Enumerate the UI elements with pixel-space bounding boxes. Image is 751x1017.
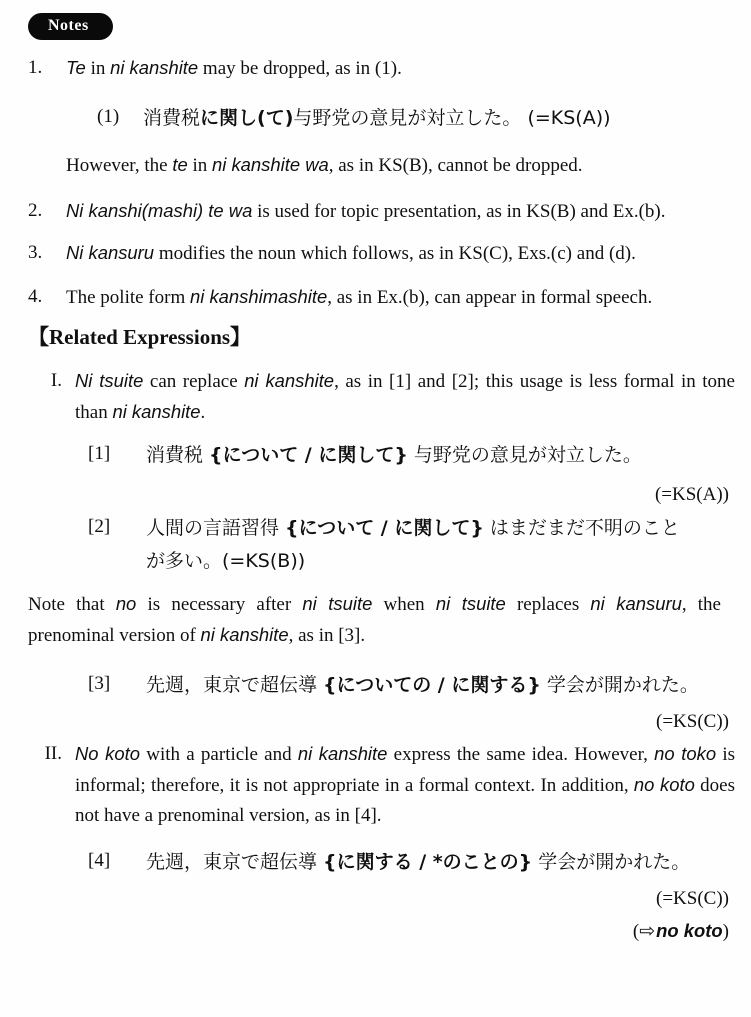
- example-label: [1]: [88, 443, 111, 464]
- note-number: 1.: [28, 57, 43, 78]
- note-item-2: [28, 196, 737, 227]
- note-number: 2.: [28, 200, 43, 221]
- related-expressions-heading: 【Related Expressions】: [28, 325, 252, 349]
- note-text: Ni kanshi(mashi) te wa is used for topic presentation, as in KS(B) and Ex.(b).: [66, 200, 666, 222]
- example-sentence-re-4: [88, 846, 737, 879]
- right-arrow-icon-reference: (⇨no koto): [632, 920, 729, 942]
- example-japanese-text: 消費税に関し(て)与野党の意見が対立した。 (=KS(A)): [143, 107, 611, 129]
- note-1-continuation: However, the te in ni kanshite wa, as in KS(B), cannot be dropped.: [66, 154, 583, 176]
- example-label: [3]: [88, 673, 111, 694]
- example-japanese-text: 先週，東京で超伝導 {に関する / *のことの} 学会が開かれた。: [146, 851, 691, 873]
- related-item-numeral: I.: [50, 370, 62, 391]
- ks-reference: (=KS(A)): [654, 484, 729, 505]
- ks-reference: (=KS(C)): [656, 888, 729, 909]
- example-sentence-re-3: [88, 669, 737, 702]
- related-item-II: [28, 739, 737, 831]
- example-sentence-re-2: [88, 512, 737, 578]
- note-text: Te in ni kanshite may be dropped, as in (1).: [66, 57, 402, 79]
- related-item-I: [28, 366, 737, 428]
- notes-badge: Notes: [28, 13, 113, 40]
- example-sentence-1: [97, 102, 737, 135]
- note-text: Ni kansuru modifies the noun which follows, as in KS(C), Exs.(c) and (d).: [66, 242, 636, 264]
- note-item-1: [28, 53, 737, 84]
- note-number: 4.: [28, 286, 43, 307]
- ks-reference: (=KS(C)): [656, 711, 729, 732]
- note-number: 3.: [28, 242, 43, 263]
- example-sentence-re-1: [88, 439, 737, 472]
- example-line-2: が多い。(=KS(B)): [146, 550, 306, 572]
- example-japanese-text: 消費税 {について / に関して} 与野党の意見が対立した。: [146, 444, 642, 466]
- note-item-3: [28, 238, 737, 269]
- example-line-1: 人間の言語習得 {について / に関して} はまだまだ不明のこと: [146, 517, 680, 539]
- example-japanese-text: [146, 512, 737, 578]
- related-note-paragraph: Note that no is necessary after ni tsuite when ni tsuite replaces ni kansuru, the prenominal version of ni kanshite, as in [3].: [28, 593, 721, 646]
- example-label: [2]: [88, 516, 111, 537]
- example-japanese-text: 先週，東京で超伝導 {についての / に関する} 学会が開かれた。: [146, 674, 699, 696]
- cross-reference: [28, 916, 737, 947]
- note-item-4: [28, 282, 737, 313]
- example-label: (1): [97, 106, 120, 127]
- example-label: [4]: [88, 850, 111, 871]
- note-text: The polite form ni kanshimashite, as in Ex.(b), can appear in formal speech.: [66, 286, 653, 308]
- related-item-text: Ni tsuite can replace ni kanshite, as in [1] and [2]; this usage is less formal in tone than ni kanshite.: [75, 370, 735, 423]
- related-item-numeral: II.: [44, 743, 62, 764]
- related-item-text: No koto with a particle and ni kanshite express the same idea. However, no toko is informal; therefore, it is not appropriate in a formal context. In addition, no koto does not have a prenominal version, as in [4].: [75, 743, 736, 826]
